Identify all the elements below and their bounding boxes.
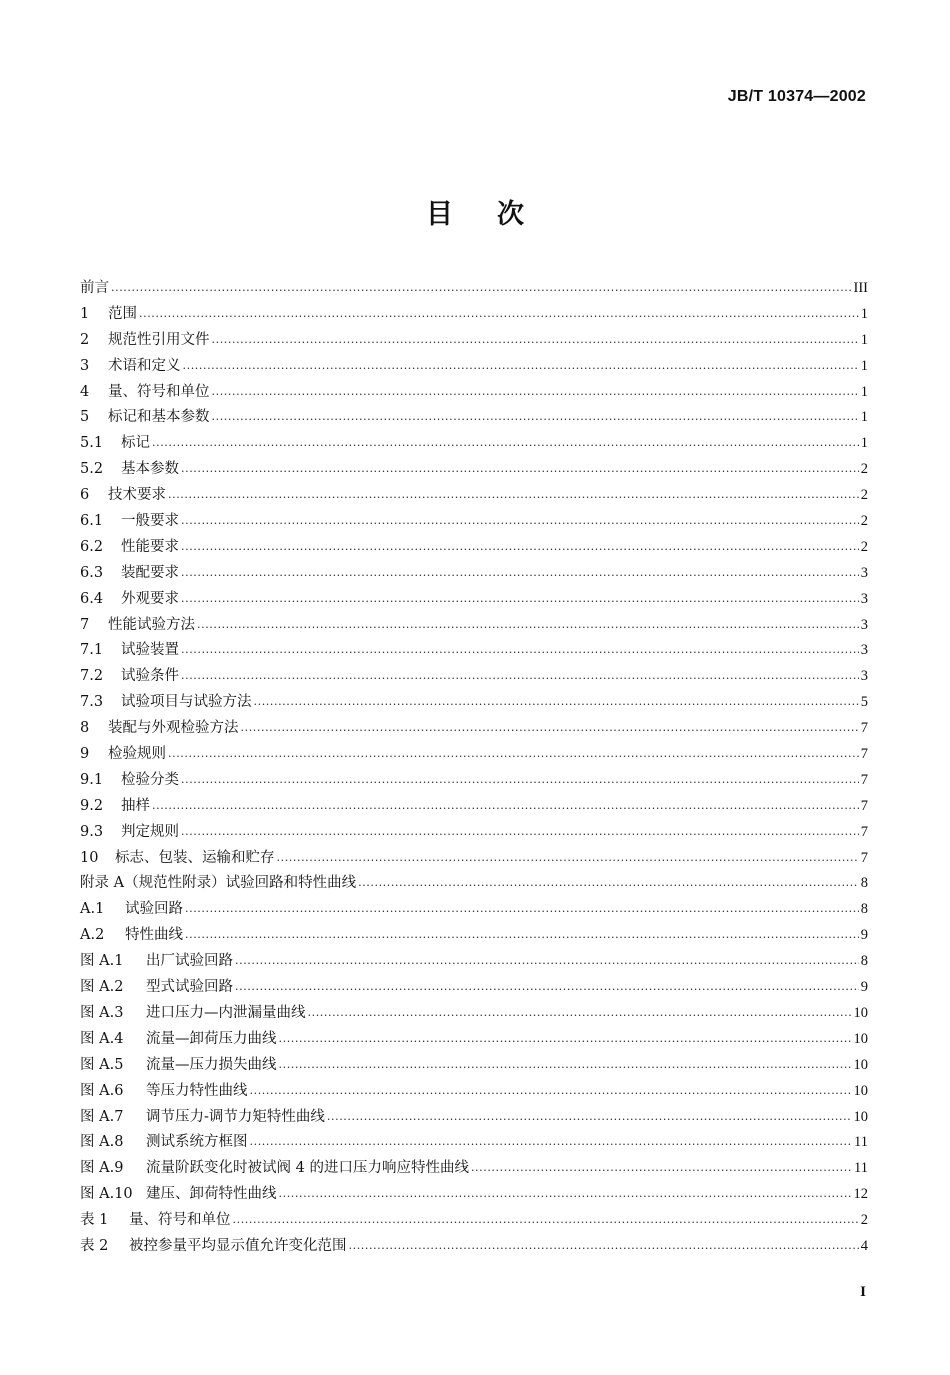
toc-entry-page: 7	[860, 720, 868, 737]
toc-dot-leader	[250, 1132, 853, 1146]
toc-dot-leader	[168, 744, 859, 758]
page-title: 目次	[426, 199, 568, 230]
toc-entry-number: 6.4	[80, 590, 104, 607]
toc-entry-page: 7	[860, 797, 868, 814]
toc-entry-title: 前言	[80, 280, 109, 296]
toc-entry-page: 3	[860, 668, 868, 685]
table-of-contents	[80, 276, 868, 1260]
toc-entry-page: 9	[860, 979, 868, 996]
toc-entry-number: 图 A.10	[80, 1186, 133, 1203]
toc-entry-page: III	[853, 280, 868, 296]
toc-entry-page: 1	[860, 305, 868, 322]
toc-dot-leader	[181, 770, 859, 784]
toc-entry[interactable]	[80, 1234, 868, 1260]
toc-entry-page: 1	[860, 331, 868, 348]
toc-dot-leader	[152, 796, 859, 810]
toc-dot-leader	[327, 1107, 852, 1121]
toc-dot-leader	[471, 1158, 852, 1172]
toc-entry-number: 6	[80, 487, 90, 504]
toc-entry-title: 范围	[108, 305, 137, 322]
toc-dot-leader	[181, 589, 859, 603]
toc-entry-title: 试验装置	[121, 642, 179, 659]
toc-entry-page: 7	[860, 771, 868, 788]
toc-entry[interactable]	[80, 664, 868, 690]
toc-entry-number: 图 A.1	[80, 953, 124, 970]
toc-dot-leader	[185, 925, 859, 939]
toc-entry-page: 10	[853, 1056, 868, 1073]
toc-entry-title: 一般要求	[121, 513, 179, 530]
toc-entry[interactable]	[80, 975, 868, 1001]
toc-entry-page: 3	[860, 590, 868, 607]
toc-entry-page: 2	[860, 461, 868, 478]
toc-entry[interactable]	[80, 1208, 868, 1234]
toc-entry-title: 量、符号和单位	[108, 383, 210, 400]
toc-entry-title: 流量—卸荷压力曲线	[146, 1030, 277, 1047]
toc-dot-leader	[111, 278, 852, 292]
toc-entry[interactable]	[80, 354, 868, 380]
toc-entry[interactable]	[80, 794, 868, 820]
toc-entry[interactable]	[80, 846, 868, 872]
toc-entry-title: 型式试验回路	[146, 979, 233, 996]
toc-dot-leader	[181, 822, 859, 836]
toc-entry-number: 图 A.8	[80, 1134, 124, 1151]
toc-entry-number: 图 A.2	[80, 979, 124, 996]
toc-entry-page: 1	[860, 435, 868, 452]
page-number: I	[860, 1284, 866, 1300]
toc-entry[interactable]	[80, 1053, 868, 1079]
toc-dot-leader	[358, 873, 859, 887]
toc-entry-page: 11	[854, 1134, 868, 1151]
toc-entry-title: 装配与外观检验方法	[108, 720, 239, 737]
toc-entry-title: 试验项目与试验方法	[121, 694, 252, 711]
toc-entry-title: 等压力特性曲线	[146, 1082, 248, 1099]
toc-entry-title: 标记和基本参数	[108, 409, 210, 426]
toc-entry-title: 标志、包装、运输和贮存	[115, 849, 275, 866]
toc-entry-title: 检验规则	[108, 746, 166, 763]
toc-entry-page: 1	[860, 409, 868, 426]
toc-dot-leader	[277, 848, 859, 862]
toc-entry-page: 10	[853, 1004, 868, 1021]
toc-entry-number: 9.2	[80, 797, 104, 814]
toc-entry[interactable]	[80, 328, 868, 354]
toc-entry-page: 2	[860, 513, 868, 530]
toc-entry-number: 4	[80, 383, 90, 400]
toc-entry-number: A.1	[80, 901, 105, 918]
toc-entry-title: 性能要求	[121, 538, 179, 555]
toc-dot-leader	[183, 356, 859, 370]
toc-entry-page: 7	[860, 746, 868, 763]
toc-entry-title: 特性曲线	[125, 927, 183, 944]
toc-entry-title: 判定规则	[121, 823, 179, 840]
toc-entry-page: 3	[860, 564, 868, 581]
toc-dot-leader	[349, 1236, 859, 1250]
toc-entry-page: 10	[853, 1108, 868, 1125]
toc-entry-number: 8	[80, 720, 90, 737]
toc-entry-number: 7.1	[80, 642, 104, 659]
toc-entry-page: 4	[860, 1237, 868, 1254]
standard-number: JB/T 10374—2002	[727, 88, 866, 105]
toc-entry-page: 7	[860, 823, 868, 840]
toc-dot-leader	[181, 459, 859, 473]
toc-entry[interactable]	[80, 302, 868, 328]
toc-dot-leader	[168, 485, 859, 499]
toc-entry-number: 10	[80, 849, 99, 866]
toc-entry-title: 测试系统方框图	[146, 1134, 248, 1151]
toc-dot-leader	[212, 382, 859, 396]
toc-dot-leader	[185, 899, 859, 913]
toc-entry[interactable]	[80, 1105, 868, 1131]
toc-entry-title: 标记	[121, 435, 150, 452]
toc-dot-leader	[241, 718, 859, 732]
toc-entry[interactable]	[80, 561, 868, 587]
toc-dot-leader	[197, 615, 859, 629]
toc-entry-title: 量、符号和单位	[129, 1212, 231, 1229]
toc-dot-leader	[235, 977, 859, 991]
toc-entry-title: 试验条件	[121, 668, 179, 685]
toc-entry[interactable]	[80, 923, 868, 949]
toc-entry-number: 9.1	[80, 771, 104, 788]
toc-dot-leader	[212, 407, 859, 421]
toc-entry-number: 图 A.4	[80, 1030, 124, 1047]
toc-entry[interactable]	[80, 457, 868, 483]
toc-entry-page: 10	[853, 1082, 868, 1099]
toc-entry-number: 表 2	[80, 1237, 109, 1254]
toc-dot-leader	[212, 330, 859, 344]
toc-entry-number: 表 1	[80, 1212, 109, 1229]
toc-entry[interactable]	[80, 1079, 868, 1105]
toc-dot-leader	[308, 1003, 852, 1017]
toc-dot-leader	[181, 666, 859, 680]
toc-entry-title: 检验分类	[121, 771, 179, 788]
toc-entry[interactable]	[80, 1156, 868, 1182]
toc-entry-number: 7.2	[80, 668, 104, 685]
toc-entry[interactable]	[80, 380, 868, 406]
toc-entry-page: 8	[860, 953, 868, 970]
toc-dot-leader	[181, 511, 859, 525]
toc-entry[interactable]	[80, 405, 868, 431]
toc-entry-title: 抽样	[121, 797, 150, 814]
toc-entry-page: 11	[854, 1160, 868, 1177]
toc-entry-title: 试验回路	[125, 901, 183, 918]
toc-entry-number: 图 A.7	[80, 1108, 124, 1125]
toc-entry-number: 3	[80, 357, 90, 374]
toc-entry-number: 图 A.9	[80, 1160, 124, 1177]
toc-entry-title: 外观要求	[121, 590, 179, 607]
toc-entry[interactable]	[80, 820, 868, 846]
toc-entry-title: 流量阶跃变化时被试阀 4 的进口压力响应特性曲线	[146, 1160, 469, 1177]
toc-dot-leader	[181, 537, 859, 551]
toc-entry-number: 9.3	[80, 823, 104, 840]
toc-dot-leader	[250, 1081, 852, 1095]
toc-entry[interactable]	[80, 1001, 868, 1027]
toc-entry-page: 2	[860, 538, 868, 555]
toc-entry-page: 3	[860, 616, 868, 633]
toc-entry-title: 术语和定义	[108, 357, 181, 374]
toc-entry-page: 10	[853, 1030, 868, 1047]
toc-entry[interactable]	[80, 535, 868, 561]
toc-entry[interactable]	[80, 1130, 868, 1156]
toc-entry-title: 被控参量平均显示值允许变化范围	[129, 1237, 347, 1254]
toc-entry-page: 1	[860, 383, 868, 400]
toc-entry-number: 9	[80, 746, 90, 763]
toc-entry[interactable]	[80, 742, 868, 768]
toc-dot-leader	[279, 1029, 852, 1043]
toc-entry[interactable]	[80, 431, 868, 457]
toc-dot-leader	[279, 1184, 852, 1198]
toc-entry-title: 进口压力—内泄漏量曲线	[146, 1004, 306, 1021]
toc-entry-number: 图 A.6	[80, 1082, 124, 1099]
toc-entry[interactable]	[80, 949, 868, 975]
toc-entry[interactable]	[80, 716, 868, 742]
toc-entry-number: 5.1	[80, 435, 104, 452]
toc-entry[interactable]	[80, 1027, 868, 1053]
toc-entry[interactable]	[80, 1182, 868, 1208]
toc-dot-leader	[279, 1055, 852, 1069]
toc-entry[interactable]	[80, 638, 868, 664]
toc-entry[interactable]	[80, 613, 868, 639]
toc-dot-leader	[152, 433, 859, 447]
toc-dot-leader	[181, 640, 859, 654]
toc-entry[interactable]	[80, 768, 868, 794]
toc-entry-title: 流量—压力损失曲线	[146, 1056, 277, 1073]
toc-entry-number: 图 A.5	[80, 1056, 124, 1073]
toc-entry-number: A.2	[80, 927, 105, 944]
toc-entry-number: 6.1	[80, 513, 104, 530]
toc-entry-title: 规范性引用文件	[108, 331, 210, 348]
toc-entry-title: 技术要求	[108, 487, 166, 504]
toc-entry-page: 7	[860, 849, 868, 866]
toc-dot-leader	[181, 563, 859, 577]
toc-entry-number: 6.3	[80, 564, 104, 581]
toc-entry-number: 7	[80, 616, 90, 633]
toc-entry[interactable]	[80, 587, 868, 613]
toc-entry[interactable]	[80, 509, 868, 535]
toc-entry-page: 8	[860, 901, 868, 918]
toc-entry-title: 附录 A（规范性附录）试验回路和特性曲线	[80, 875, 357, 892]
toc-dot-leader	[254, 692, 859, 706]
toc-entry-number: 图 A.3	[80, 1004, 124, 1021]
toc-entry-page: 2	[860, 1212, 868, 1229]
toc-entry[interactable]	[80, 690, 868, 716]
toc-entry-title: 基本参数	[121, 461, 179, 478]
toc-entry-page: 1	[860, 357, 868, 374]
toc-entry-number: 5	[80, 409, 90, 426]
toc-entry[interactable]	[80, 897, 868, 923]
toc-dot-leader	[139, 304, 859, 318]
toc-entry-page: 8	[860, 875, 868, 892]
toc-entry-title: 调节压力-调节力矩特性曲线	[146, 1108, 325, 1125]
toc-entry-title: 出厂试验回路	[146, 953, 233, 970]
toc-entry-page: 5	[860, 694, 868, 711]
toc-entry-title: 建压、卸荷特性曲线	[146, 1186, 277, 1203]
toc-entry-number: 5.2	[80, 461, 104, 478]
toc-entry[interactable]	[80, 871, 868, 897]
toc-entry-title: 性能试验方法	[108, 616, 195, 633]
toc-entry-page: 2	[860, 487, 868, 504]
toc-entry-number: 7.3	[80, 694, 104, 711]
toc-entry-page: 3	[860, 642, 868, 659]
toc-entry-title: 装配要求	[121, 564, 179, 581]
toc-entry-page: 9	[860, 927, 868, 944]
toc-entry-number: 6.2	[80, 538, 104, 555]
toc-entry-number: 2	[80, 331, 90, 348]
toc-entry-page: 12	[853, 1186, 868, 1203]
toc-dot-leader	[233, 1210, 859, 1224]
toc-entry-number: 1	[80, 305, 90, 322]
toc-dot-leader	[235, 951, 859, 965]
toc-entry[interactable]	[80, 483, 868, 509]
toc-entry[interactable]	[80, 276, 868, 302]
